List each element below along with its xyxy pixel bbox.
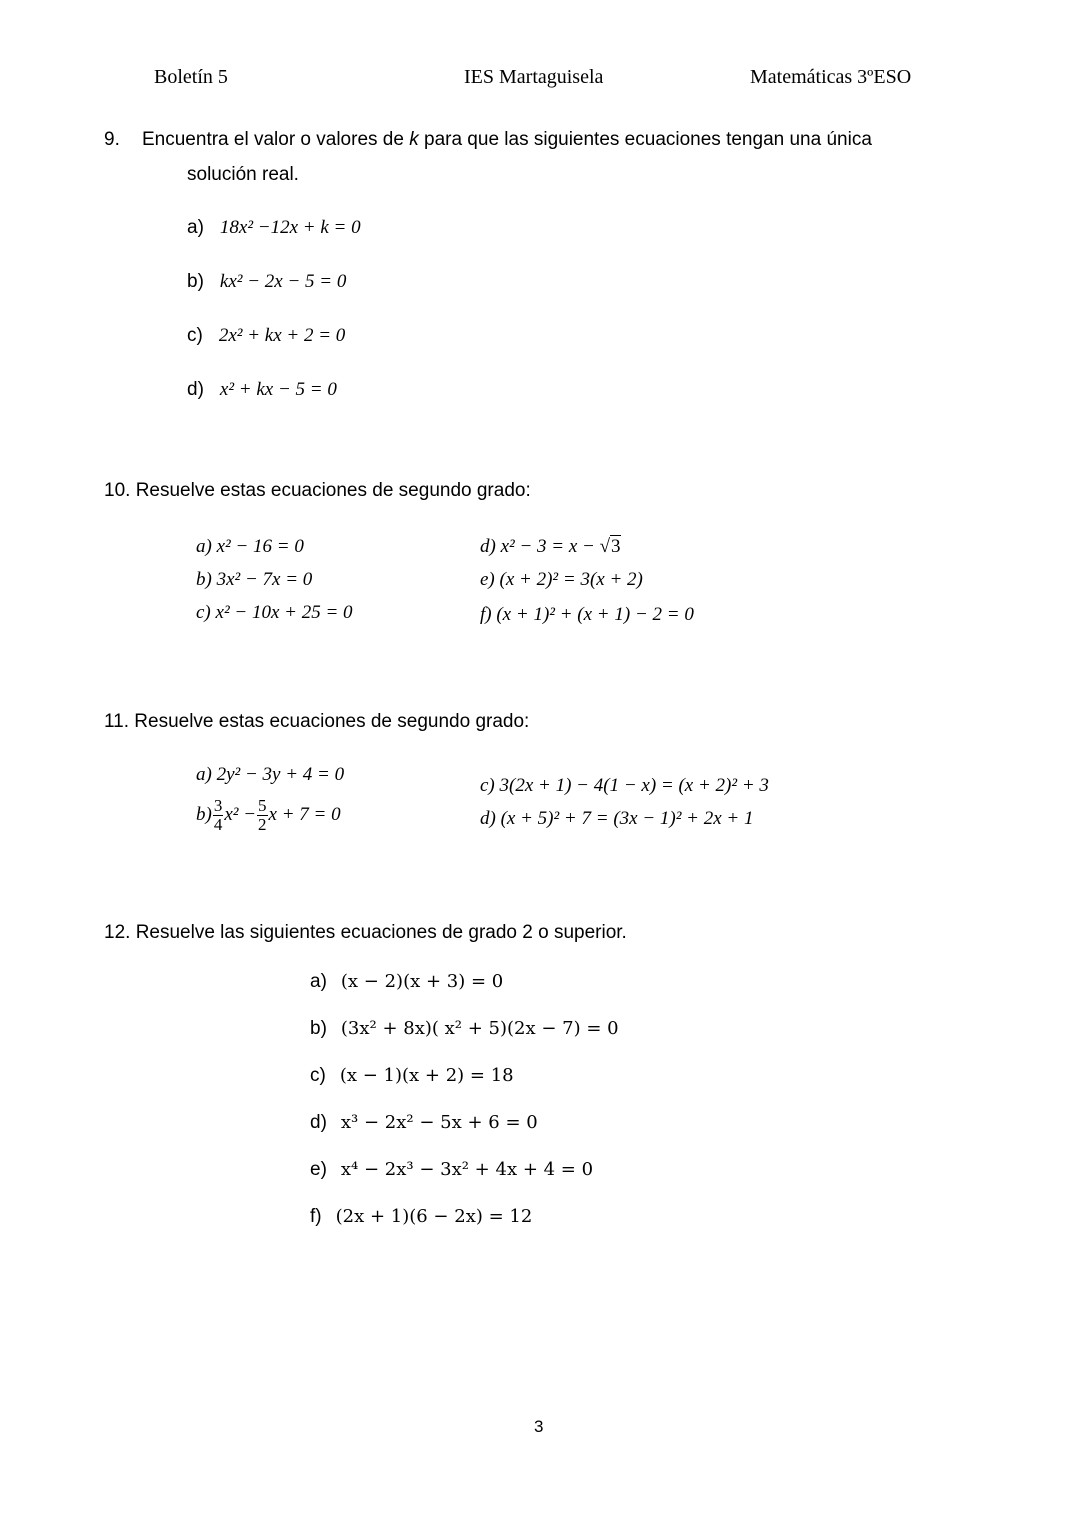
- exercise-10-item-e: [480, 569, 643, 591]
- equation: (3x² + 8x)( x² + 5)(2x − 7) = 0: [340, 1018, 619, 1039]
- header-right: Matemáticas 3ºESO: [750, 66, 912, 88]
- item-label: c): [480, 775, 495, 796]
- item-label: b): [196, 569, 212, 590]
- item-label: f): [480, 604, 492, 625]
- item-label: d): [480, 536, 496, 557]
- exercise-9-number: 9.: [104, 129, 120, 150]
- exercise-11-item-a: [196, 764, 344, 786]
- exercise-12-item-d: [310, 1112, 538, 1134]
- denominator: 4: [213, 815, 223, 834]
- exercise-11-item-b: [196, 797, 341, 834]
- page-number: 3: [534, 1417, 544, 1436]
- equation: x² − 16 = 0: [216, 536, 304, 557]
- item-label: c): [187, 325, 203, 346]
- exercise-12-item-e: [310, 1159, 593, 1181]
- exercise-11-item-c: [480, 775, 769, 797]
- exercise-9-prompt-line2: solución real.: [187, 164, 299, 185]
- exercise-11-title: 11. Resuelve estas ecuaciones de segundo grado:: [104, 711, 530, 732]
- item-label: a): [196, 764, 212, 785]
- equation: x² − 3 = x −: [500, 536, 600, 557]
- item-label: d): [310, 1112, 327, 1133]
- header-left: Boletín 5: [154, 66, 228, 88]
- item-label: b): [187, 271, 204, 292]
- exercise-10-title: 10. Resuelve estas ecuaciones de segundo grado:: [104, 480, 531, 501]
- denominator: 2: [258, 815, 267, 834]
- exercise-12-item-b: [310, 1018, 619, 1040]
- item-label: d): [480, 808, 496, 829]
- item-label: a): [187, 217, 204, 238]
- prompt-text: Encuentra el valor o valores de: [142, 129, 410, 150]
- exercise-11-item-d: [480, 808, 754, 830]
- equation: (x − 2)(x + 3) = 0: [340, 971, 504, 992]
- equation: 2y² − 3y + 4 = 0: [216, 764, 345, 785]
- equation: 18x² −12x + k = 0: [219, 217, 361, 238]
- item-label: a): [196, 536, 212, 557]
- radicand: 3: [611, 536, 621, 557]
- exercise-10-item-d: [480, 536, 621, 558]
- equation: (x + 1)² + (x + 1) − 2 = 0: [496, 604, 694, 625]
- equation: (2x + 1)(6 − 2x) = 12: [335, 1206, 533, 1227]
- item-label: c): [310, 1065, 326, 1086]
- equation: (x − 1)(x + 2) = 18: [339, 1065, 514, 1086]
- fraction: [213, 797, 224, 834]
- exercise-12-item-f: [310, 1206, 532, 1228]
- fraction: [257, 797, 268, 834]
- item-label: f): [310, 1206, 322, 1227]
- exercise-10-item-b: [196, 569, 312, 591]
- equation: x² − 10x + 25 = 0: [215, 602, 353, 623]
- equation: (x + 2)² = 3(x + 2): [499, 569, 643, 590]
- equation: 3x² − 7x = 0: [216, 569, 313, 590]
- equation: 2x² + kx + 2 = 0: [218, 325, 346, 346]
- equation-part: x² −: [224, 803, 257, 825]
- item-label: e): [310, 1159, 327, 1180]
- equation: x⁴ − 2x³ − 3x² + 4x + 4 = 0: [340, 1159, 594, 1180]
- equation-part: x + 7 = 0: [268, 803, 341, 825]
- exercise-12-item-c: [310, 1065, 514, 1087]
- equation: 3(2x + 1) − 4(1 − x) = (x + 2)² + 3: [499, 775, 769, 796]
- prompt-text: para que las siguientes ecuaciones tengan una única: [418, 129, 872, 150]
- item-label: b): [196, 803, 212, 825]
- exercise-12-title: 12. Resuelve las siguientes ecuaciones de grado 2 o superior.: [104, 922, 627, 943]
- exercise-10-item-c: [196, 602, 353, 624]
- item-label: b): [310, 1018, 327, 1039]
- numerator: 5: [258, 796, 267, 815]
- exercise-10-item-a: [196, 536, 304, 558]
- exercise-9-item-c: [187, 325, 345, 347]
- item-label: d): [187, 379, 204, 400]
- item-label: a): [310, 971, 327, 992]
- header-center: IES Martaguisela: [464, 66, 604, 88]
- equation: kx² − 2x − 5 = 0: [219, 271, 347, 292]
- exercise-9-item-b: [187, 271, 346, 293]
- exercise-9-item-a: [187, 217, 361, 239]
- item-label: e): [480, 569, 495, 590]
- exercise-9-item-d: [187, 379, 337, 401]
- item-label: c): [196, 602, 211, 623]
- exercise-12-item-a: [310, 971, 503, 993]
- equation: x³ − 2x² − 5x + 6 = 0: [340, 1112, 538, 1133]
- equation: (x + 5)² + 7 = (3x − 1)² + 2x + 1: [500, 808, 754, 829]
- exercise-10-item-f: [480, 604, 694, 626]
- equation: x² + kx − 5 = 0: [219, 379, 337, 400]
- sqrt-symbol: √3: [599, 536, 621, 557]
- exercise-9-prompt: [142, 129, 872, 151]
- prompt-variable: k: [409, 129, 419, 150]
- numerator: 3: [213, 796, 223, 815]
